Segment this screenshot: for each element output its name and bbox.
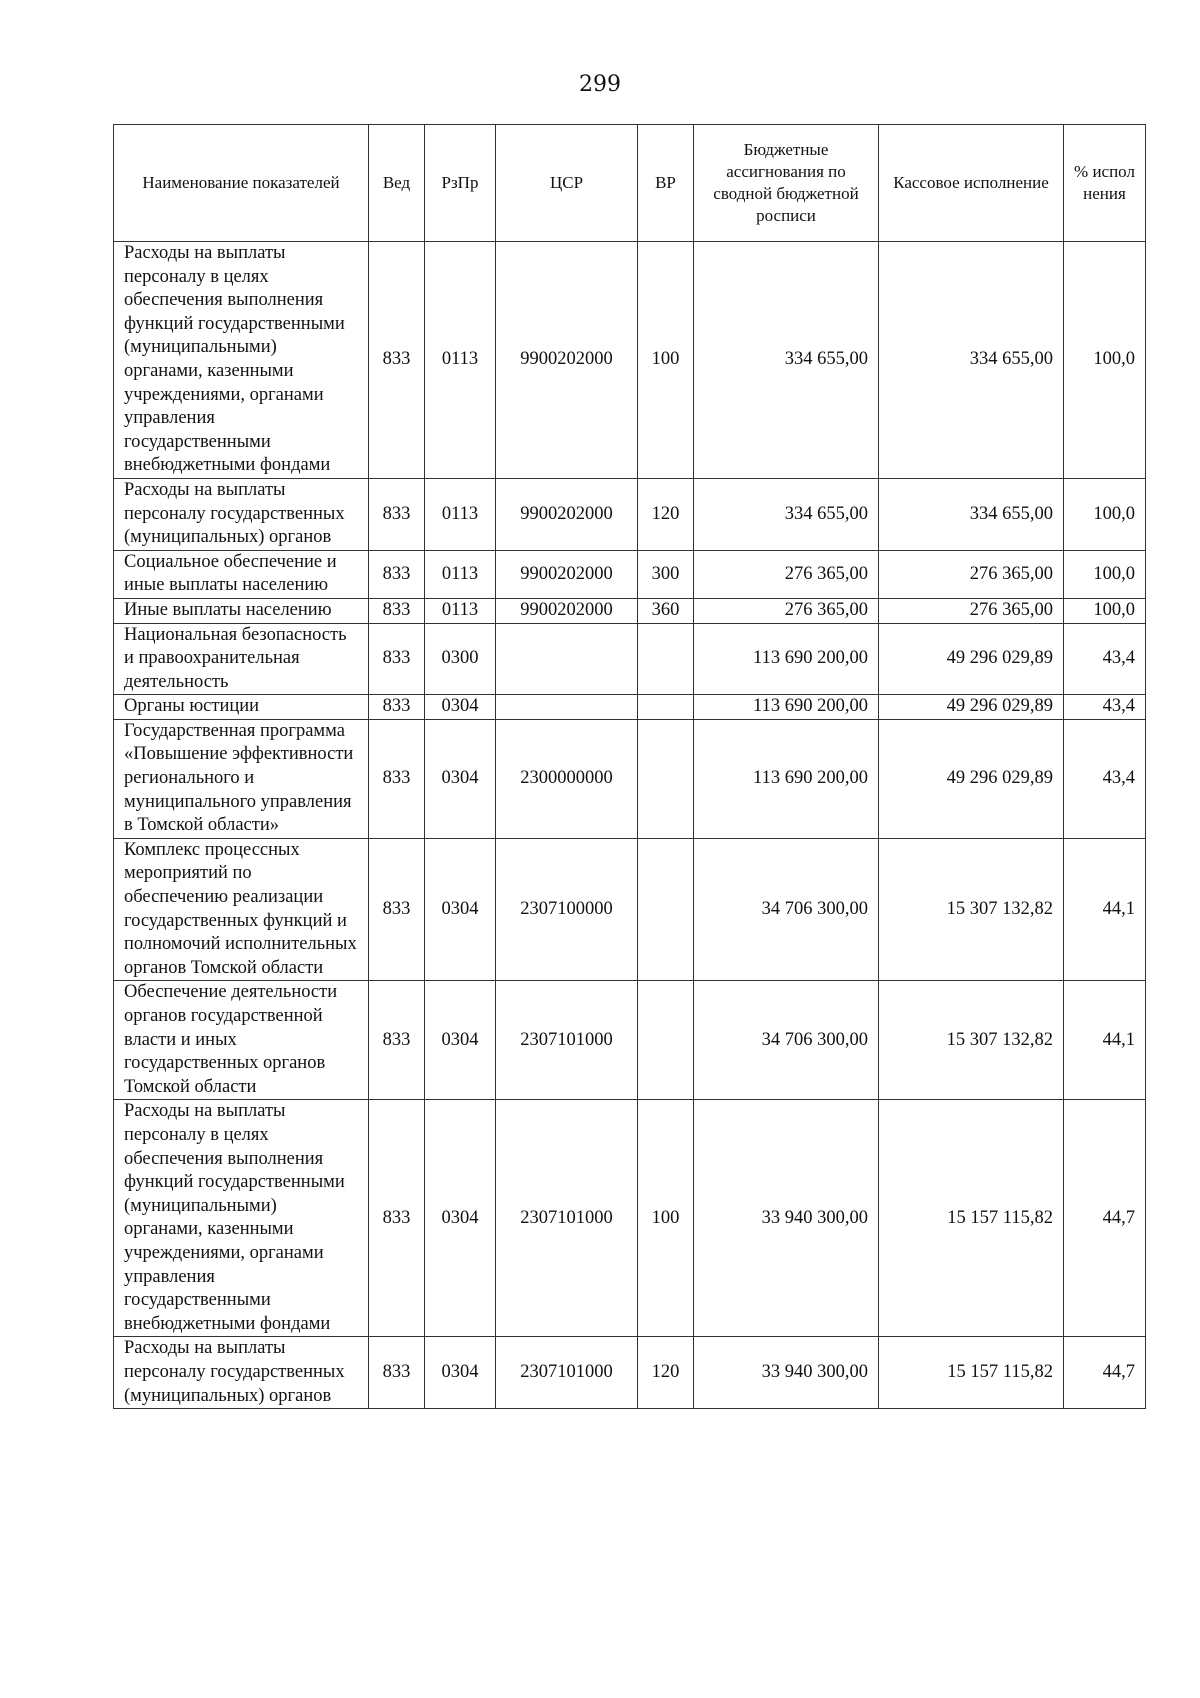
table-row	[114, 598, 1146, 623]
row-ved: 833	[369, 1100, 425, 1337]
row-percent: 100,0	[1064, 550, 1146, 598]
row-name: Обеспечение деятельности органов государственной власти и иных государственных органов Томской области	[114, 981, 369, 1100]
row-percent: 44,1	[1064, 981, 1146, 1100]
table-row	[114, 719, 1146, 838]
row-rzpr: 0113	[425, 478, 496, 550]
row-cash: 49 296 029,89	[879, 719, 1064, 838]
table-body	[114, 242, 1146, 1409]
row-vr: 360	[638, 598, 694, 623]
row-ved: 833	[369, 719, 425, 838]
row-percent: 100,0	[1064, 478, 1146, 550]
row-name: Социальное обеспечение и иные выплаты населению	[114, 550, 369, 598]
row-cash: 15 157 115,82	[879, 1337, 1064, 1409]
table-row	[114, 550, 1146, 598]
header-budget: Бюджетные ассигнования по сводной бюджетной росписи	[694, 125, 879, 242]
row-percent: 100,0	[1064, 242, 1146, 479]
row-percent: 43,4	[1064, 623, 1146, 695]
row-csr: 2307101000	[496, 981, 638, 1100]
row-vr	[638, 623, 694, 695]
row-csr: 2307100000	[496, 838, 638, 981]
row-ved: 833	[369, 478, 425, 550]
row-percent: 44,7	[1064, 1337, 1146, 1409]
row-rzpr: 0304	[425, 981, 496, 1100]
row-vr: 100	[638, 1100, 694, 1337]
row-vr	[638, 695, 694, 720]
row-vr: 120	[638, 478, 694, 550]
row-csr: 9900202000	[496, 550, 638, 598]
row-rzpr: 0304	[425, 1100, 496, 1337]
row-rzpr: 0113	[425, 550, 496, 598]
row-budget: 334 655,00	[694, 242, 879, 479]
row-csr	[496, 695, 638, 720]
header-rzpr: РзПр	[425, 125, 496, 242]
row-name: Государственная программа «Повышение эффективности регионального и муниципального управления в Томской области»	[114, 719, 369, 838]
row-cash: 49 296 029,89	[879, 623, 1064, 695]
page-number: 299	[579, 72, 621, 97]
row-budget: 113 690 200,00	[694, 623, 879, 695]
row-name: Расходы на выплаты персоналу в целях обеспечения выполнения функций государственными (муниципальными) органами, казенными учреждениями, органами управления государственными внебюджетными фондами	[114, 242, 369, 479]
row-ved: 833	[369, 1337, 425, 1409]
row-ved: 833	[369, 550, 425, 598]
row-cash: 334 655,00	[879, 242, 1064, 479]
header-csr: ЦСР	[496, 125, 638, 242]
table-row	[114, 838, 1146, 981]
row-budget: 33 940 300,00	[694, 1337, 879, 1409]
row-ved: 833	[369, 242, 425, 479]
row-cash: 334 655,00	[879, 478, 1064, 550]
row-rzpr: 0113	[425, 598, 496, 623]
header-percent: % испол нения	[1064, 125, 1146, 242]
row-rzpr: 0304	[425, 1337, 496, 1409]
row-name: Расходы на выплаты персоналу в целях обеспечения выполнения функций государственными (муниципальными) органами, казенными учреждениями, органами управления государственными внебюджетными фондами	[114, 1100, 369, 1337]
row-budget: 113 690 200,00	[694, 695, 879, 720]
row-ved: 833	[369, 623, 425, 695]
table-row	[114, 623, 1146, 695]
row-percent: 43,4	[1064, 719, 1146, 838]
table-row	[114, 242, 1146, 479]
row-cash: 49 296 029,89	[879, 695, 1064, 720]
table-row	[114, 478, 1146, 550]
row-name: Национальная безопасность и правоохранительная деятельность	[114, 623, 369, 695]
row-cash: 15 307 132,82	[879, 981, 1064, 1100]
header-ved: Вед	[369, 125, 425, 242]
row-csr: 9900202000	[496, 242, 638, 479]
row-csr	[496, 623, 638, 695]
row-rzpr: 0304	[425, 695, 496, 720]
row-percent: 44,1	[1064, 838, 1146, 981]
row-cash: 276 365,00	[879, 550, 1064, 598]
row-name: Расходы на выплаты персоналу государственных (муниципальных) органов	[114, 478, 369, 550]
row-name: Расходы на выплаты персоналу государственных (муниципальных) органов	[114, 1337, 369, 1409]
row-vr: 300	[638, 550, 694, 598]
row-rzpr: 0304	[425, 719, 496, 838]
table-row	[114, 1100, 1146, 1337]
row-csr: 9900202000	[496, 598, 638, 623]
row-rzpr: 0300	[425, 623, 496, 695]
row-ved: 833	[369, 838, 425, 981]
row-percent: 100,0	[1064, 598, 1146, 623]
header-name: Наименование показателей	[114, 125, 369, 242]
table-row	[114, 981, 1146, 1100]
table-header-row	[114, 125, 1146, 242]
row-budget: 276 365,00	[694, 550, 879, 598]
row-percent: 43,4	[1064, 695, 1146, 720]
row-csr: 2307101000	[496, 1100, 638, 1337]
row-name: Комплекс процессных мероприятий по обеспечению реализации государственных функций и полномочий исполнительных органов Томской области	[114, 838, 369, 981]
row-name: Иные выплаты населению	[114, 598, 369, 623]
row-percent: 44,7	[1064, 1100, 1146, 1337]
row-rzpr: 0304	[425, 838, 496, 981]
row-budget: 34 706 300,00	[694, 838, 879, 981]
row-vr	[638, 838, 694, 981]
row-budget: 34 706 300,00	[694, 981, 879, 1100]
row-name: Органы юстиции	[114, 695, 369, 720]
header-cash: Кассовое исполнение	[879, 125, 1064, 242]
row-vr	[638, 719, 694, 838]
row-cash: 276 365,00	[879, 598, 1064, 623]
row-budget: 334 655,00	[694, 478, 879, 550]
row-budget: 113 690 200,00	[694, 719, 879, 838]
row-csr: 2300000000	[496, 719, 638, 838]
row-budget: 276 365,00	[694, 598, 879, 623]
row-vr: 120	[638, 1337, 694, 1409]
row-ved: 833	[369, 981, 425, 1100]
row-budget: 33 940 300,00	[694, 1100, 879, 1337]
row-rzpr: 0113	[425, 242, 496, 479]
row-csr: 2307101000	[496, 1337, 638, 1409]
row-csr: 9900202000	[496, 478, 638, 550]
row-ved: 833	[369, 695, 425, 720]
row-ved: 833	[369, 598, 425, 623]
header-vr: ВР	[638, 125, 694, 242]
budget-table	[113, 124, 1146, 1409]
row-vr	[638, 981, 694, 1100]
table-row	[114, 1337, 1146, 1409]
row-cash: 15 157 115,82	[879, 1100, 1064, 1337]
row-cash: 15 307 132,82	[879, 838, 1064, 981]
row-vr: 100	[638, 242, 694, 479]
table-row	[114, 695, 1146, 720]
